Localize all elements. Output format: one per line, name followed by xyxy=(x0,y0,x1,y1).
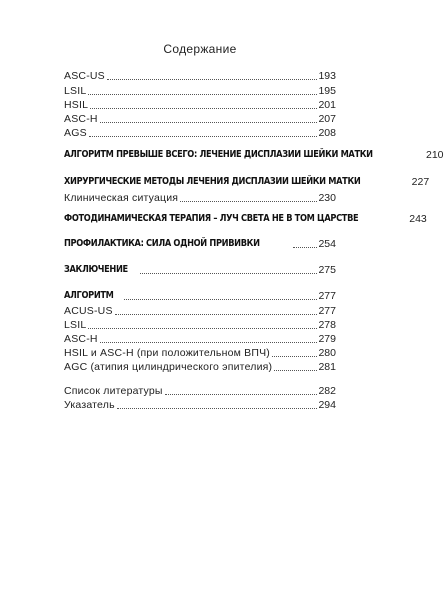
toc-entry xyxy=(64,85,336,97)
toc-entry xyxy=(64,319,336,331)
toc-entry-page: 277 xyxy=(318,290,336,302)
toc-entry-page: 195 xyxy=(318,85,336,97)
toc-entry-page: 294 xyxy=(318,399,336,411)
dot-leader xyxy=(90,108,317,109)
toc-entry-page: 282 xyxy=(318,385,336,397)
toc-entry-label: ФОТОДИНАМИЧЕСКАЯ ТЕРАПИЯ – ЛУЧ СВЕТА НЕ В ТОМ ЦАРСТВЕ xyxy=(64,213,359,224)
toc-entry-label: HSIL xyxy=(64,99,89,111)
toc-entry-page: 208 xyxy=(318,127,336,139)
dot-leader xyxy=(115,314,318,315)
toc-entry-label: LSIL xyxy=(64,85,87,97)
dot-leader xyxy=(140,273,317,274)
toc-entry-label: Список литературы xyxy=(64,385,163,397)
dot-leader xyxy=(165,394,318,395)
toc-entry-page: 230 xyxy=(318,192,336,204)
toc-entry-label: AGC (атипия цилиндрического эпителия) xyxy=(64,361,273,373)
toc-entry-page: 243 xyxy=(409,213,427,225)
toc-entry-page: 201 xyxy=(318,99,336,111)
toc-entry-label: Клиническая ситуация xyxy=(64,192,179,204)
toc-entry xyxy=(64,149,444,161)
toc-entry-label: AGS xyxy=(64,127,87,139)
toc-entry-page: 277 xyxy=(318,305,336,317)
toc-entry xyxy=(64,213,427,225)
toc-entry xyxy=(64,361,336,373)
toc-entry-label: Указатель xyxy=(64,399,115,411)
toc-entry xyxy=(64,176,430,188)
toc-entry-label: ACUS-US xyxy=(64,305,113,317)
dot-leader xyxy=(274,370,317,371)
toc-entry xyxy=(64,264,336,276)
toc-entry-label: ПРОФИЛАКТИКА: СИЛА ОДНОЙ ПРИВИВКИ xyxy=(64,238,260,249)
toc-entry xyxy=(64,399,336,411)
toc-entry-page: 279 xyxy=(318,333,336,345)
toc-entry-label: ASC-H xyxy=(64,333,98,345)
toc-entry xyxy=(64,70,336,82)
dot-leader xyxy=(89,136,318,137)
toc-entry-label: HSIL и ASC-H (при положительном ВПЧ) xyxy=(64,347,270,359)
toc-entry xyxy=(64,333,336,345)
dot-leader xyxy=(180,201,317,202)
toc-entry-page: 207 xyxy=(318,113,336,125)
toc-entry-page: 281 xyxy=(318,361,336,373)
toc-entry xyxy=(64,127,336,139)
dot-leader xyxy=(100,122,318,123)
toc-entry-page: 193 xyxy=(318,70,336,82)
dot-leader xyxy=(117,408,318,409)
toc-entry-label: ASC-US xyxy=(64,70,105,82)
toc-entry xyxy=(64,192,336,204)
dot-leader xyxy=(88,328,317,329)
toc-entry-label: АЛГОРИТМ ПРЕВЫШЕ ВСЕГО: ЛЕЧЕНИЕ ДИСПЛАЗИИ ШЕЙКИ МАТКИ xyxy=(64,149,373,160)
toc-entry xyxy=(64,305,336,317)
toc-entry-page: 227 xyxy=(411,176,430,188)
dot-leader xyxy=(100,342,318,343)
toc-entry xyxy=(64,347,336,359)
dot-leader xyxy=(124,299,318,300)
toc-entry xyxy=(64,99,336,111)
toc-title: Содержание xyxy=(163,42,237,56)
toc-entry-label: LSIL xyxy=(64,319,87,331)
dot-leader xyxy=(107,79,318,80)
dot-leader xyxy=(293,247,317,248)
toc-entry-label: ЗАКЛЮЧЕНИЕ xyxy=(64,264,128,275)
toc-entry xyxy=(64,290,336,302)
toc-entry-page: 278 xyxy=(318,319,336,331)
toc-entry xyxy=(64,385,336,397)
toc-entry-page: 275 xyxy=(318,264,336,276)
toc-entry xyxy=(64,113,336,125)
toc-entry xyxy=(64,238,336,250)
toc-entry-page: 210 xyxy=(425,149,444,161)
dot-leader xyxy=(272,356,317,357)
toc-entry-label: ASC-H xyxy=(64,113,98,125)
dot-leader xyxy=(88,94,317,95)
toc-entry-label: АЛГОРИТМ xyxy=(64,290,114,301)
toc-entry-label: ХИРУРГИЧЕСКИЕ МЕТОДЫ ЛЕЧЕНИЯ ДИСПЛАЗИИ ШЕЙКИ МАТКИ xyxy=(64,176,361,187)
toc-entry-page: 280 xyxy=(318,347,336,359)
toc-entry-page: 254 xyxy=(318,238,336,250)
